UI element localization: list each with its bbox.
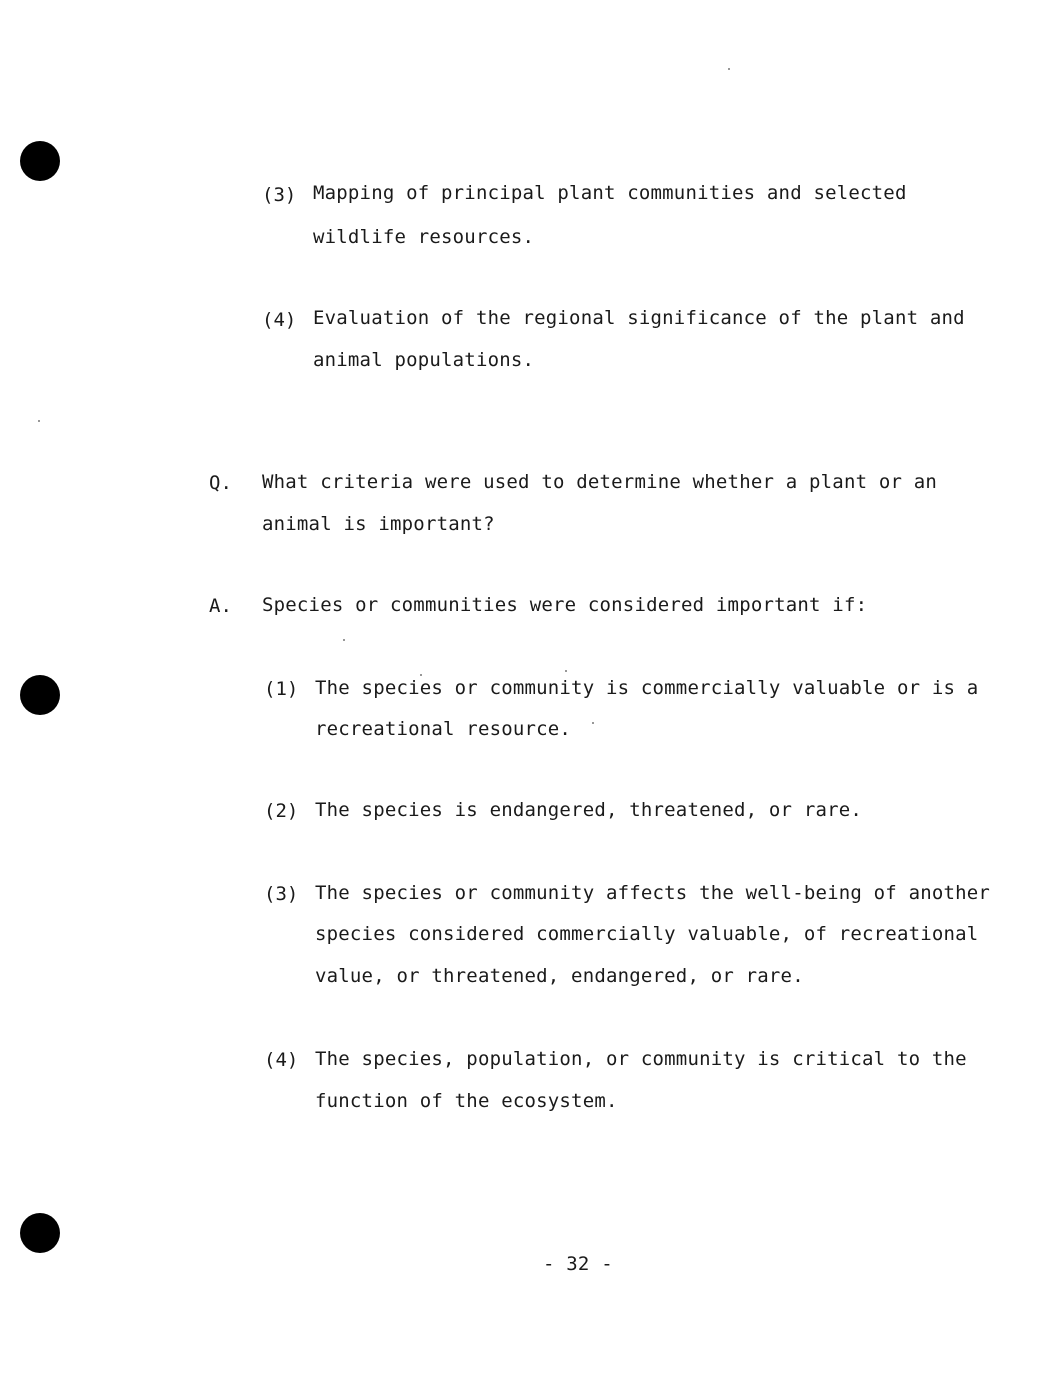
question-text-line: animal is important? [262,513,495,535]
item-marker: (4) [262,309,297,331]
criterion-marker: (4) [264,1049,299,1071]
binder-hole-bottom [20,1213,60,1253]
criterion-text-line: The species or community affects the well-being of another [315,882,991,904]
question-text-line: What criteria were used to determine whether a plant or an [262,471,938,493]
criterion-marker: (2) [264,800,299,822]
binder-hole-top [20,141,60,181]
item-marker: (3) [262,184,297,206]
criterion-text-line: recreational resource. [315,718,572,740]
item-text-line: Mapping of principal plant communities and selected [313,182,907,204]
scan-speck [565,670,567,672]
answer-text-line: Species or communities were considered important if: [262,594,868,616]
scan-speck [728,68,730,70]
criterion-marker: (3) [264,883,299,905]
criterion-text-line: The species, population, or community is critical to the [315,1048,967,1070]
item-text-line: wildlife resources. [313,226,535,248]
criterion-text-line: function of the ecosystem. [315,1090,618,1112]
scan-speck [592,722,594,724]
item-text-line: animal populations. [313,349,535,371]
scan-speck [343,639,345,641]
binder-hole-middle [20,675,60,715]
question-marker: Q. [209,472,232,494]
criterion-marker: (1) [264,678,299,700]
answer-marker: A. [209,595,232,617]
item-text-line: Evaluation of the regional significance of the plant and [313,307,965,329]
criterion-text-line: value, or threatened, endangered, or rare. [315,965,804,987]
criterion-text-line: species considered commercially valuable, of recreational [315,923,979,945]
page-number: - 32 - [543,1253,613,1275]
scan-speck [38,420,40,422]
criterion-text-line: The species or community is commercially valuable or is a [315,677,979,699]
criterion-text-line: The species is endangered, threatened, or rare. [315,799,863,821]
